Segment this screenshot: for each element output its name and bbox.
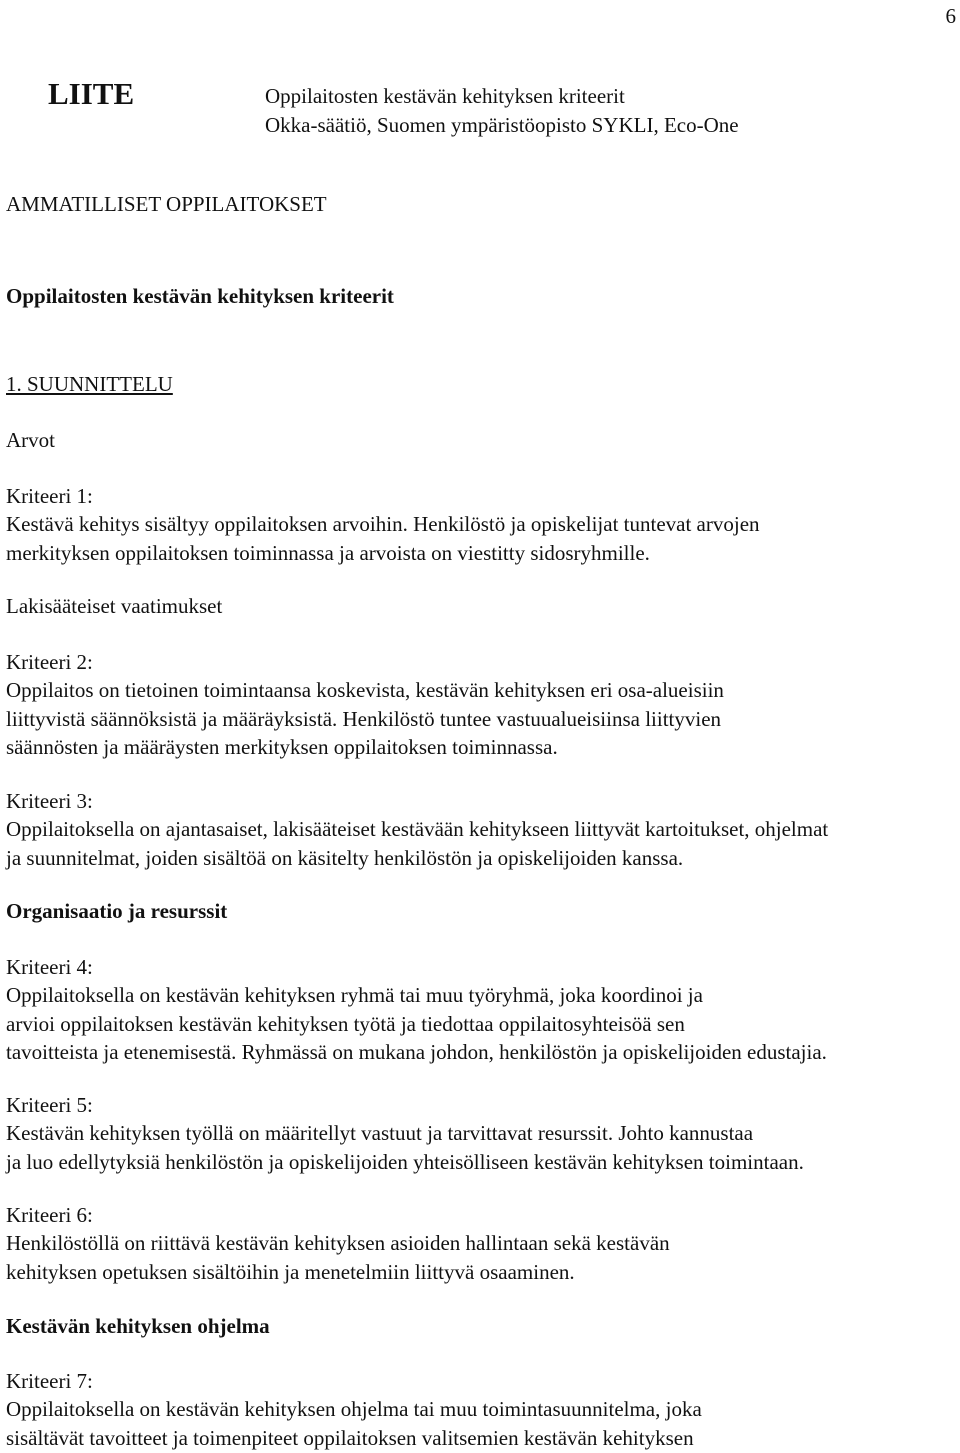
criterion-1-text bbox=[6, 510, 956, 567]
subheading-ohjelma: Kestävän kehityksen ohjelma bbox=[6, 1314, 270, 1338]
text-line: arvioi oppilaitoksen kestävän kehityksen työtä ja tiedottaa oppilaitosyhteisöä sen bbox=[6, 1011, 685, 1036]
text-line: sisältävät tavoitteet ja toimenpiteet oppilaitoksen valitsemien kestävän kehityksen bbox=[6, 1425, 694, 1450]
subheading-lakisaateiset: Lakisääteiset vaatimukset bbox=[6, 594, 223, 618]
criterion-3-label: Kriteeri 3: bbox=[6, 789, 93, 813]
text-line: tavoitteista ja etenemisestä. Ryhmässä on mukana johdon, henkilöstön ja opiskelijoiden edustajia. bbox=[6, 1040, 827, 1064]
criterion-2-label: Kriteeri 2: bbox=[6, 650, 93, 674]
text-line: Oppilaitoksella on kestävän kehityksen ryhmä tai muu työryhmä, joka koordinoi ja bbox=[6, 983, 703, 1007]
subheading-organisaatio: Organisaatio ja resurssit bbox=[6, 899, 228, 923]
text-line: Oppilaitos on tietoinen toimintaansa koskevista, kestävän kehityksen eri osa-alueisiin bbox=[6, 678, 724, 702]
text-line: liittyvistä säännöksistä ja määräyksistä. Henkilöstö tuntee vastuualueisiinsa liittyvien bbox=[6, 706, 722, 731]
criterion-7-label: Kriteeri 7: bbox=[6, 1369, 93, 1393]
criterion-6-text bbox=[6, 1229, 956, 1286]
text-line: kehityksen opetuksen sisältöihin ja menetelmiin liittyvä osaaminen. bbox=[6, 1259, 575, 1284]
criterion-1-label: Kriteeri 1: bbox=[6, 484, 93, 508]
criterion-2-text bbox=[6, 676, 956, 762]
text-line: ja suunnitelmat, joiden sisältöä on käsitelty henkilöstön ja opiskelijoiden kanssa. bbox=[6, 845, 684, 870]
text-line: Kestävän kehityksen työllä on määritellyt vastuut ja tarvittavat resurssit. Johto kannustaa bbox=[6, 1121, 754, 1145]
subheading-arvot: Arvot bbox=[6, 428, 55, 452]
criterion-5-text bbox=[6, 1119, 956, 1176]
text-line: Henkilöstöllä on riittävä kestävän kehityksen asioiden hallintaan sekä kestävän bbox=[6, 1231, 670, 1255]
text-line: säännösten ja määräysten merkityksen oppilaitoksen toiminnassa. bbox=[6, 735, 558, 759]
criterion-5-label: Kriteeri 5: bbox=[6, 1093, 93, 1117]
criterion-4-text bbox=[6, 981, 956, 1067]
criterion-3-text bbox=[6, 815, 956, 872]
criterion-7-text bbox=[6, 1395, 956, 1452]
text-line: Kestävä kehitys sisältyy oppilaitoksen arvoihin. Henkilöstö ja opiskelijat tuntevat arvojen bbox=[6, 512, 760, 536]
document-title: Oppilaitosten kestävän kehityksen kriteerit bbox=[6, 284, 394, 308]
text-line: Oppilaitoksella on ajantasaiset, lakisääteiset kestävään kehitykseen liittyvät kartoitukset, ohjelmat bbox=[6, 817, 829, 841]
appendix-label: LIITE bbox=[48, 76, 135, 111]
category-heading: AMMATILLISET OPPILAITOKSET bbox=[6, 192, 327, 216]
text-line: merkityksen oppilaitoksen toiminnassa ja arvoista on viestitty sidosryhmille. bbox=[6, 540, 650, 565]
section-heading-suunnittelu: 1. SUUNNITTELU bbox=[6, 372, 173, 396]
criterion-6-label: Kriteeri 6: bbox=[6, 1203, 93, 1227]
page-number: 6 bbox=[945, 4, 956, 28]
criterion-4-label: Kriteeri 4: bbox=[6, 955, 93, 979]
text-line: ja luo edellytyksiä henkilöstön ja opiskelijoiden yhteisölliseen kestävän kehityksen toimintaan. bbox=[6, 1149, 804, 1174]
text-line: Oppilaitoksella on kestävän kehityksen ohjelma tai muu toimintasuunnitelma, joka bbox=[6, 1397, 702, 1421]
header-subtitle: Okka-säätiö, Suomen ympäristöopisto SYKLI, Eco-One bbox=[265, 113, 739, 137]
header-title: Oppilaitosten kestävän kehityksen kriteerit bbox=[265, 84, 625, 108]
